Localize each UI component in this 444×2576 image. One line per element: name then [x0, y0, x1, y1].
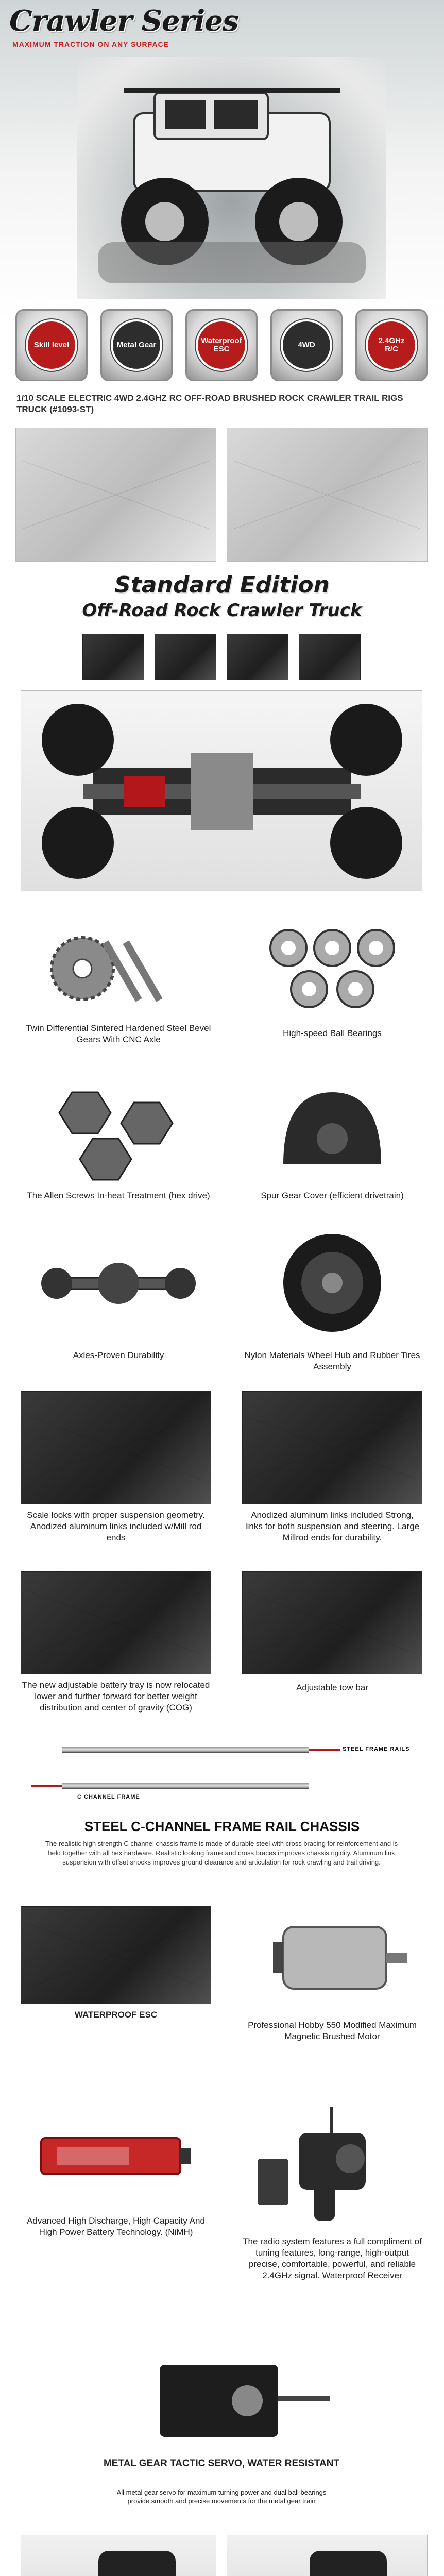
axles-photo: [21, 1226, 216, 1340]
ball-bearings-photo: [242, 917, 422, 1015]
brand-tagline: MAXIMUM TRACTION ON ANY SURFACE: [12, 40, 169, 48]
wheel-hub-photo: [242, 1226, 422, 1340]
screw-icon: [21, 1072, 216, 1185]
servo-icon: [82, 2344, 361, 2452]
servo-heading: METAL GEAR TACTIC SERVO, WATER RESISTANT: [103, 2458, 340, 2469]
chassis-top-view: [21, 690, 422, 891]
chassis-heading: STEEL C-CHANNEL FRAME RAIL CHASSIS: [84, 1819, 360, 1834]
radio-transmitter-photo: [242, 2102, 422, 2226]
electronics-caption-radio: The radio system features a full compliment of tuning features, long-range, high-output precise, comfortable, powerful, and reliable 2.4GHz signal. Waterproof Receiver: [243, 2236, 422, 2281]
rail-label-c-channel: C CHANNEL FRAME: [77, 1794, 140, 1800]
badge-4wd: 4WD: [270, 309, 343, 381]
gear-icon: [21, 917, 216, 1015]
feature-caption-wheel: Nylon Materials Wheel Hub and Rubber Tires Assembly: [244, 1350, 420, 1372]
rail-label-steel: STEEL FRAME RAILS: [343, 1746, 410, 1752]
motor-photo: [242, 1906, 422, 2009]
battery-icon: [21, 2107, 211, 2205]
feature-caption-bearings: High-speed Ball Bearings: [283, 1028, 382, 1038]
esc-photo: [21, 1906, 211, 2004]
servo-description: All metal gear servo for maximum turning power and dual ball bearings provide smooth and precise movements for the metal gear train: [116, 2488, 327, 2505]
badge-waterproof: Waterproof ESC: [185, 309, 258, 381]
feature-caption-tow-bar: Adjustable tow bar: [296, 1683, 368, 1692]
electronics-caption-battery: Advanced High Discharge, High Capacity And High Power Battery Technology. (NiMH): [27, 2216, 205, 2238]
tow-bar-photo: [242, 1571, 422, 1674]
detail-photo-1: [82, 634, 144, 680]
feature-caption-diff: Twin Differential Sintered Hardened Steel Bevel Gears With CNC Axle: [26, 1023, 211, 1045]
electronics-caption-motor: Professional Hobby 550 Modified Maximum Magnetic Brushed Motor: [248, 2020, 417, 2042]
brand-logo: Crawler Series: [9, 4, 238, 38]
edition-subtitle: Off-Road Rock Crawler Truck: [82, 600, 362, 621]
battery-tray-photo: [21, 1571, 211, 1674]
badge-metal-gear: Metal Gear: [100, 309, 173, 381]
truck-illustration: [77, 57, 386, 299]
servo-photo: [82, 2344, 361, 2452]
mode2-photo: [227, 2535, 428, 2576]
badge-skill-level: Skill level: [15, 309, 88, 381]
rail-pointer-left: [31, 1785, 62, 1787]
feature-badges: [15, 309, 428, 381]
feature-caption-suspension: Scale looks with proper suspension geometry. Anodized aluminum links included w/Mill rod ends: [27, 1510, 205, 1543]
hero-banner: [0, 0, 444, 319]
tire-icon: [242, 1226, 422, 1340]
diff-gears-photo: [21, 917, 216, 1015]
transmitter-icon: [242, 2102, 422, 2226]
bearing-icon: [242, 917, 422, 1015]
mode1-photo: [21, 2535, 216, 2576]
steel-rail-bar: [62, 1747, 309, 1753]
feature-caption-battery-tray: The new adjustable battery tray is now relocated lower and further forward for better weight distribution and center of gravity (COG): [22, 1680, 210, 1713]
edition-title: Standard Edition: [114, 572, 330, 598]
axle-icon: [21, 1226, 216, 1340]
feature-caption-links: Anodized aluminum links included Strong, links for both suspension and steering. Large Millrod ends for durability.: [245, 1510, 420, 1543]
truck-photo-left: [15, 428, 216, 562]
feature-caption-spur: Spur Gear Cover (efficient drivetrain): [261, 1191, 404, 1200]
gear-cover-icon: [242, 1072, 422, 1185]
motor-icon: [242, 1906, 422, 2009]
feature-caption-screws: The Allen Screws In-heat Treatment (hex drive): [27, 1191, 210, 1200]
truck-photo-right: [227, 428, 428, 562]
badge-radio: 2.4GHz R/C: [355, 309, 428, 381]
suspension-photo: [21, 1391, 211, 1504]
detail-photo-4: [299, 634, 361, 680]
hero-truck-photo: [77, 57, 386, 299]
battery-photo: [21, 2107, 211, 2205]
rail-pointer: [309, 1749, 340, 1751]
electronics-caption-esc: WATERPROOF ESC: [74, 2010, 158, 2020]
transmitter-mode1-icon: [21, 2535, 216, 2576]
allen-screws-photo: [21, 1072, 216, 1185]
detail-photo-3: [227, 634, 288, 680]
product-title: 1/10 SCALE ELECTRIC 4WD 2.4GHZ RC OFF-ROAD BRUSHED ROCK CRAWLER TRAIL RIGS TRUCK (#1093-ST): [16, 393, 403, 415]
detail-photo-2: [155, 634, 216, 680]
links-photo: [242, 1391, 422, 1504]
transmitter-mode2-icon: [227, 2535, 428, 2576]
chassis-diagram: [21, 691, 422, 891]
spur-gear-cover-photo: [242, 1072, 422, 1185]
feature-caption-axles: Axles-Proven Durability: [73, 1350, 164, 1360]
c-channel-bar: [62, 1783, 309, 1789]
chassis-description: The realistic high strength C channel chassis frame is made of durable steel with cross bracing for reinforcement and is held together with all hex hardware. Realistic looking frame and cross braces improves chassis rigidity. Aluminum link suspension with offset shocks improves ground clearance and articulation for rock crawling and trail driving.: [45, 1840, 398, 1867]
